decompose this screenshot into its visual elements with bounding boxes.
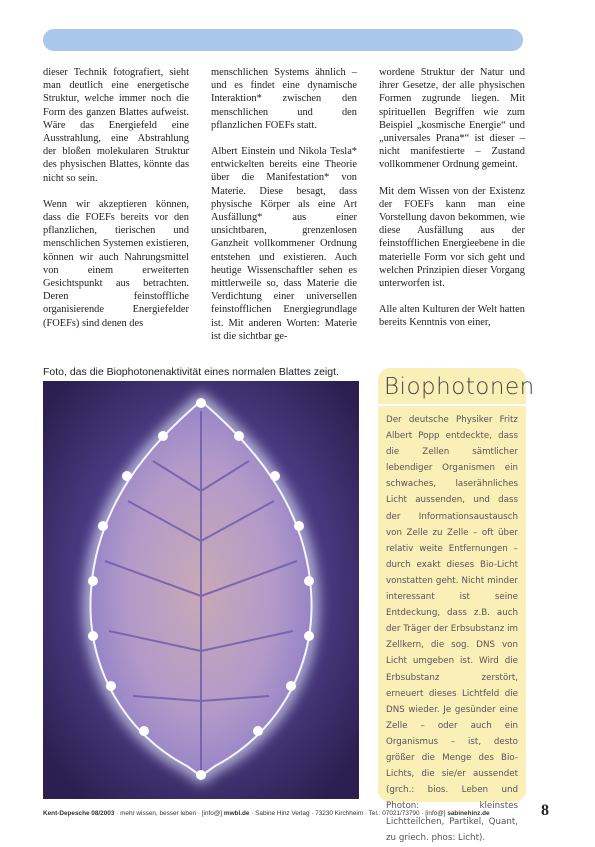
paragraph: Mit dem Wissen von der Existenz der FOEFs kann man eine Vorstellung davon bekommen, wie diese Ausfällung aus der feinstofflichen Energieebene in die materielle Form vor sich geht und welchen Prinzipien dieser Vorgang unterworfen ist. (379, 185, 525, 290)
page-number: 8 (541, 802, 549, 819)
page-footer (43, 810, 490, 817)
text-column-2 (211, 66, 357, 356)
footer-address: · Sabine Hinz Verlag · 73230 Kirchheim · Tel.: 07021/73790 · [info@] (249, 810, 448, 817)
paragraph: dieser Technik fotografiert, sieht man deutlich eine energetische Struktur, welche immer noch die Form des ganzen Blattes aufweist. Wäre das Energiefeld eine Ausstrahlung, eine Abstrahlung der bloßen molekularen Struktur des physischen Blattes, könnte das nicht so sein. (43, 67, 189, 184)
footer-tagline: · mehr wissen, besser leben · [info@] (114, 810, 224, 817)
text-column-3 (379, 66, 525, 343)
footer-website-2: sabinehinz.de (447, 810, 490, 817)
infobox-text: Der deutsche Physiker Fritz Albert Popp entdeckte, dass die Zellen sämtlicher lebendiger Organismen ein schwaches, laserähnliches Licht aussenden, und dass der Informationsaustausch von Zelle zu Zelle – oft über relativ weite Entfernungen – durch exakt dieses Bio-Licht vonstatten geht. Nicht minder interessant ist seine Entdeckung, dass z.B. auch der Träger der Erbsubstanz im Zellkern, die sog. DNS von Licht umgeben ist. Wird die Erbsubstanz zerstört, erneuert dieses Lichtfeld die DNS wieder. Je gesünder eine Zelle – oder auch ein Organismus – ist, desto größer die Menge des Bio-Lichts, die sie/er aussendet (grch.: bios. Leben und Photon: kleinstes Lichtteilchen, Partikel, Quant, zu griech. phos: Licht). (386, 415, 518, 844)
header-bar (43, 29, 523, 51)
infobox-divider (378, 404, 526, 406)
footer-website-1: mwbl.de (223, 810, 250, 817)
text-column-1 (43, 66, 189, 343)
footer-publication: Kent-Depesche 08/2003 (43, 810, 115, 817)
paragraph: Albert Einstein und Nikola Tesla* entwickelten bereits eine Theorie über die Manifestation* von Materie. Diese besagt, dass physische Körper als eine Art Ausfällung* aus einer unsichtbaren, grenzenlosen Ganzheit vollkommener Ordnung entstehen und existieren. Auch heutige Wissenschaftler sehen es mittlerweile so, dass Materie die Verdichtung einer universellen feinstofflichen Energiegrundlage ist. Mit anderen Worten: Materie ist die sichtbar ge- (211, 146, 357, 342)
paragraph: Wenn wir akzeptieren können, dass die FOEFs bereits vor den pflanzlichen, tierischen und menschlichen Systemen existieren, können wir auch Nahrungsmittel von einem erweiterten Gesichtspunkt aus betrachten. Deren feinstoffliche organisierende Energiefelder (FOEFs) sind denen des (43, 198, 189, 329)
infobox-title: Biophotonen (384, 374, 535, 400)
paragraph: wordene Struktur der Natur und ihrer Gesetze, der alle physischen Formen zugrunde liegen. Mit spirituellen Begriffen wie zum Beispiel „kosmische Energie“ und „universales Prana*“ ist dieser – nicht manifestierte – Zustand vollkommener Ordnung gemeint. (379, 67, 525, 171)
photo-caption: Foto, das die Biophotonenaktivität eines normalen Blattes zeigt. (43, 366, 339, 378)
leaf-aura-photo (43, 381, 359, 799)
paragraph: Alle alten Kulturen der Welt hatten bereits Kenntnis von einer, (379, 304, 525, 329)
paragraph: menschlichen Systems ähnlich – und es findet eine dynamische Interaktion* zwischen den menschlichen und den pflanzlichen FOEFs statt. (211, 67, 357, 131)
